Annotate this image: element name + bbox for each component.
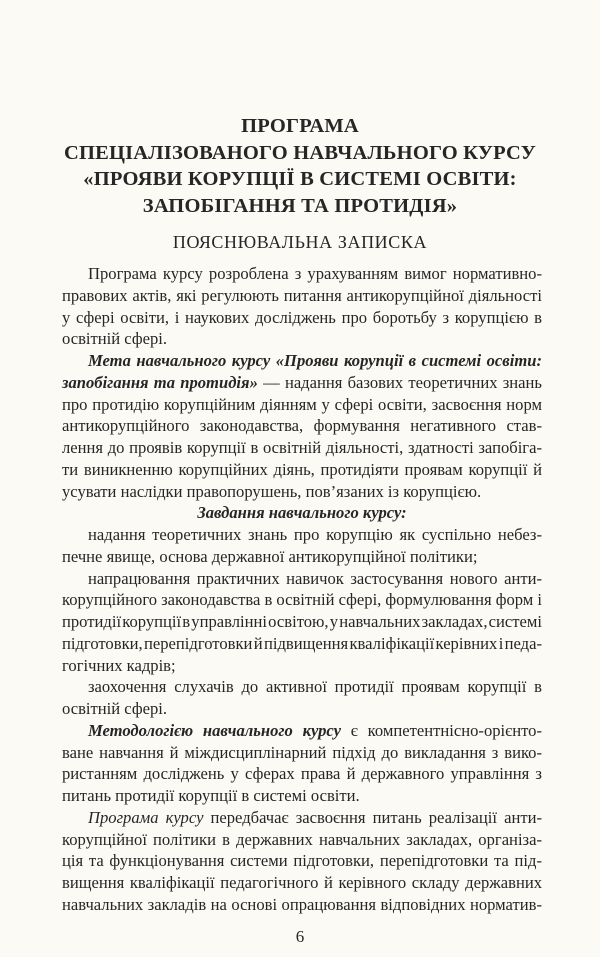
text-line: гогічних кадрів; — [62, 655, 176, 675]
text-line: лення до проявів корупції в освітній діяльності, здатності запобіга- — [62, 438, 542, 457]
page-number: 6 — [295, 927, 305, 946]
text-line: ти виникненню корупційних діянь, протидіяти проявам корупції й — [62, 459, 542, 479]
text-line: підготовки, перепідготовки й підвищення кваліфікації керівних і педа- — [62, 633, 542, 653]
text-line: вищення кваліфікації педагогічного й керівного складу державних — [62, 873, 542, 892]
text-line: надання теоретичних знань про корупцію як суспільно небез- — [88, 525, 542, 544]
paragraph-program — [62, 807, 542, 916]
text-fragment: є компетентнісно-орієнто- — [341, 720, 542, 740]
title-line: «ПРОЯВИ КОРУПЦІЇ В СИСТЕМІ ОСВІТИ: — [83, 168, 517, 190]
goal-term: запобігання та протидія» — [62, 372, 258, 392]
text-line: ване навчання й міждисциплінарний підхід до викладання з вико- — [62, 742, 542, 762]
text-line: Програма курсу розроблена з урахуванням вимог нормативно- — [88, 264, 542, 283]
text-line: печне явище, основа державної антикорупційної політики; — [62, 546, 478, 566]
text-line: освітній сфері. — [62, 329, 168, 349]
document-body — [62, 263, 542, 916]
text-line: ція та функціонування системи підготовки, перепідготовки та під- — [62, 851, 542, 871]
text-line: питань протидії корупції в системі освіти. — [62, 786, 360, 805]
text-line: правових актів, які регулюють питання антикорупційної діяльності — [62, 285, 542, 305]
text-line: усувати наслідки правопорушень, пов’язаних із корупцією. — [62, 481, 482, 501]
text-line — [62, 720, 542, 742]
title-line: ПРОГРАМА — [241, 115, 359, 137]
paragraph-methodology — [62, 720, 542, 807]
title-line: СПЕЦІАЛІЗОВАНОГО НАВЧАЛЬНОГО КУРСУ — [63, 141, 537, 164]
paragraph-goal — [62, 350, 542, 502]
tasks-heading: Завдання навчального курсу: — [197, 503, 407, 523]
text-line: ристанням досліджень у сферах права й державного управління з — [62, 764, 542, 784]
paragraph-task-1 — [62, 524, 542, 568]
text-line: навчальних закладів на основі опрацювання відповідних норматив- — [62, 894, 542, 914]
text-line — [62, 807, 542, 829]
text-line: напрацювання практичних навичок застосування нового анти- — [88, 568, 542, 588]
text-line: корупційного законодавства в освітній сфері, формулювання форм і — [62, 590, 542, 610]
text-line: про протидію корупційним діянням у сфері освіти, засвоєння норм — [62, 394, 542, 414]
text-fragment: передбачає засвоєння питань реалізації анти- — [203, 807, 542, 827]
paragraph-task-2 — [62, 568, 542, 677]
paragraph-intro — [62, 263, 542, 350]
text-line — [62, 372, 542, 394]
text-line: заохочення слухачів до активної протидії проявам корупції в — [88, 677, 542, 697]
text-line: освітній сфері. — [62, 699, 168, 718]
document-title — [0, 113, 600, 219]
methodology-term: Методологією навчального курсу — [88, 720, 342, 740]
text-line: протидії корупції в управлінні освітою, у навчальних закладах, системі — [62, 612, 542, 631]
text-line: у сфері освіти, і наукових досліджень про боротьбу з корупцією в — [62, 307, 542, 327]
text-fragment: — надання базових теоретичних знань — [257, 372, 542, 392]
text-line: корупційної політики в державних навчальних закладах, організа- — [62, 829, 542, 849]
paragraph-task-3 — [62, 676, 542, 720]
text-line: антикорупційного законодавства, формування негативного став- — [62, 416, 542, 436]
section-heading: ПОЯСНЮВАЛЬНА ЗАПИСКА — [172, 232, 428, 252]
title-line: ЗАПОБІГАННЯ ТА ПРОТИДІЯ» — [142, 194, 458, 217]
program-term: Програма курсу — [88, 807, 204, 827]
text-line: Мета навчального курсу «Прояви корупції в системі освіти: — [88, 351, 542, 370]
